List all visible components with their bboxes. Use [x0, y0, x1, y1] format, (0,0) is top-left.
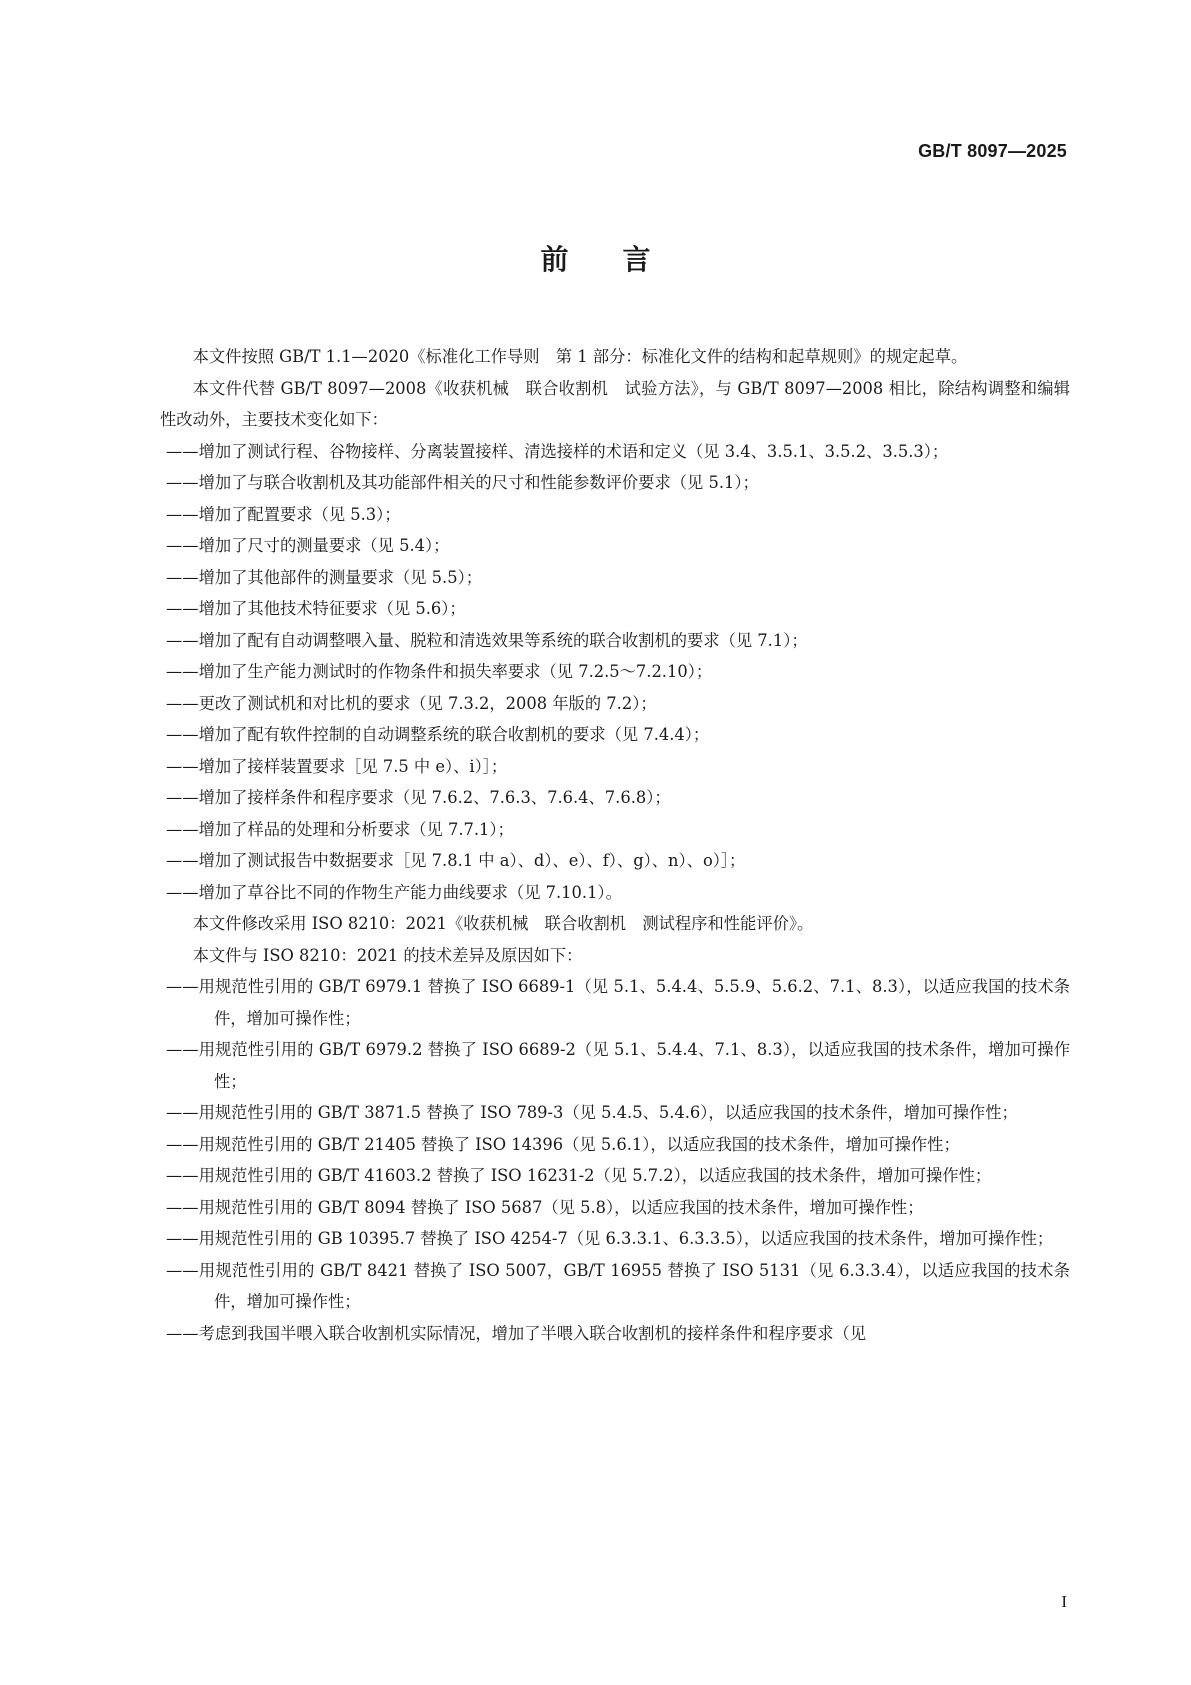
list-item: ——用规范性引用的 GB/T 6979.2 替换了 ISO 6689-2（见 5.1、5.4.4、7.1、8.3），以适应我国的技术条件，增加可操作性； — [166, 1040, 1070, 1091]
list-item: ——用规范性引用的 GB/T 41603.2 替换了 ISO 16231-2（见 5.7.2），以适应我国的技术条件，增加可操作性； — [166, 1166, 992, 1185]
document-body — [160, 341, 1070, 1349]
paragraph-iso-adoption: 本文件修改采用 ISO 8210：2021《收获机械 联合收割机 测试程序和性能评价》。 — [192, 914, 814, 933]
paragraph-drafting-rules: 本文件按照 GB/T 1.1—2020《标准化工作导则 第 1 部分：标准化文件的结构和起草规则》的规定起草。 — [192, 347, 968, 366]
list-item: ——增加了其他技术特征要求（见 5.6）； — [166, 599, 466, 618]
list-item: ——更改了测试机和对比机的要求（见 7.3.2，2008 年版的 7.2）； — [166, 693, 657, 713]
list-item: ——用规范性引用的 GB/T 8094 替换了 ISO 5687（见 5.8），以适应我国的技术条件，增加可操作性； — [166, 1197, 924, 1217]
list-item: ——用规范性引用的 GB/T 8421 替换了 ISO 5007，GB/T 16955 替换了 ISO 5131（见 6.3.3.4），以适应我国的技术条件，增加可操作性； — [166, 1260, 1070, 1311]
list-item: ——增加了其他部件的测量要求（见 5.5）； — [166, 567, 482, 587]
paragraph-replacement: 本文件代替 GB/T 8097—2008《收获机械 联合收割机 试验方法》，与 GB/T 8097—2008 相比，除结构调整和编辑性改动外，主要技术变化如下： — [160, 378, 1070, 429]
list-item: ——考虑到我国半喂入联合收割机实际情况，增加了半喂入联合收割机的接样条件和程序要求（见 — [166, 1323, 867, 1343]
list-item: ——增加了接样条件和程序要求（见 7.6.2、7.6.3、7.6.4、7.6.8）； — [166, 788, 671, 807]
list-item: ——增加了草谷比不同的作物生产能力曲线要求（见 7.10.1）。 — [166, 882, 622, 902]
standard-number: GB/T 8097—2025 — [918, 141, 1067, 161]
list-item: ——增加了接样装置要求［见 7.5 中 e）、i）］； — [166, 756, 508, 776]
page-number: I — [1061, 1592, 1067, 1611]
list-item: ——增加了生产能力测试时的作物条件和损失率要求（见 7.2.5～7.2.10）； — [166, 662, 713, 681]
technical-changes-list — [160, 436, 1070, 909]
page-title: 前言 — [540, 243, 705, 276]
list-item: ——用规范性引用的 GB/T 3871.5 替换了 ISO 789-3（见 5.4.5、5.4.6），以适应我国的技术条件，增加可操作性； — [166, 1103, 1018, 1122]
list-item: ——增加了测试行程、谷物接样、分离装置接样、清选接样的术语和定义（见 3.4、3.5.1、3.5.2、3.5.3）； — [166, 441, 949, 461]
list-item: ——增加了尺寸的测量要求（见 5.4）； — [166, 536, 450, 555]
list-item: ——增加了配置要求（见 5.3）； — [166, 504, 401, 524]
list-item: ——增加了样品的处理和分析要求（见 7.7.1）； — [166, 819, 514, 839]
list-item: ——增加了配有软件控制的自动调整系统的联合收割机的要求（见 7.4.4）； — [166, 725, 710, 744]
list-item: ——用规范性引用的 GB 10395.7 替换了 ISO 4254-7（见 6.3.3.1、6.3.3.5），以适应我国的技术条件，增加可操作性； — [166, 1229, 1054, 1248]
list-item: ——用规范性引用的 GB/T 21405 替换了 ISO 14396（见 5.6.1），以适应我国的技术条件，增加可操作性； — [166, 1134, 960, 1154]
list-item: ——增加了与联合收割机及其功能部件相关的尺寸和性能参数评价要求（见 5.1）； — [166, 473, 759, 492]
technical-differences-list — [160, 971, 1070, 1349]
list-item: ——增加了配有自动调整喂入量、脱粒和清选效果等系统的联合收割机的要求（见 7.1）； — [166, 630, 808, 650]
list-item: ——用规范性引用的 GB/T 6979.1 替换了 ISO 6689-1（见 5.1、5.4.4、5.5.9、5.6.2、7.1、8.3），以适应我国的技术条件，增加可操作性； — [166, 977, 1070, 1028]
paragraph-differences-intro: 本文件与 ISO 8210：2021 的技术差异及原因如下： — [192, 945, 583, 965]
list-item: ——增加了测试报告中数据要求［见 7.8.1 中 a）、d）、e）、f）、g）、n）、o）］； — [166, 851, 746, 870]
